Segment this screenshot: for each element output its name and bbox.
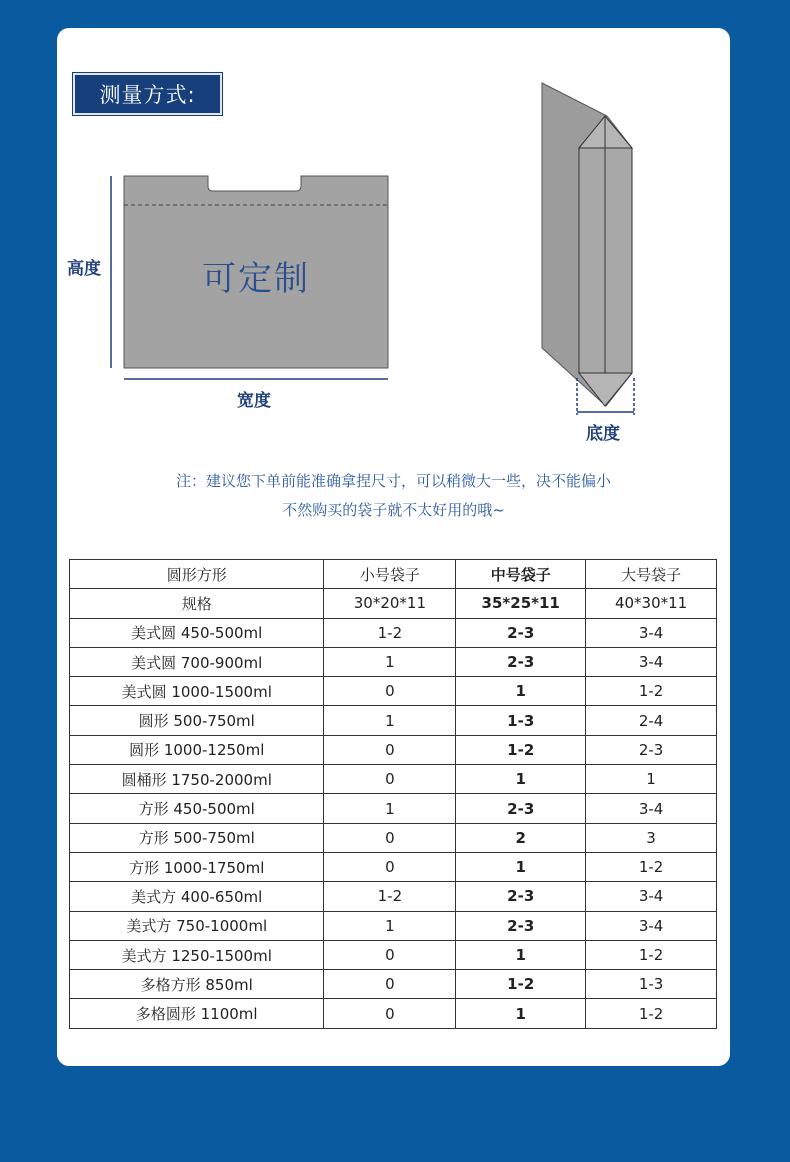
table-cell: 1-3	[586, 970, 717, 999]
table-cell: 1	[324, 794, 456, 823]
table-cell: 中号袋子	[456, 560, 586, 589]
table-cell: 1	[456, 677, 586, 706]
table-cell: 圆形 1000-1250ml	[70, 735, 324, 764]
table-cell: 2	[456, 823, 586, 852]
table-cell: 多格圆形 1100ml	[70, 999, 324, 1028]
table-cell: 0	[324, 852, 456, 881]
table-cell: 大号袋子	[586, 560, 717, 589]
table-cell: 1-2	[324, 882, 456, 911]
table-row	[70, 647, 717, 676]
bag-bottom-gusset	[579, 373, 632, 406]
table-row	[70, 999, 717, 1028]
table-cell: 圆形 500-750ml	[70, 706, 324, 735]
table-cell: 35*25*11	[456, 589, 586, 618]
table-cell: 圆形方形	[70, 560, 324, 589]
table-cell: 2-3	[456, 911, 586, 940]
table-row	[70, 940, 717, 969]
table-cell: 美式方 400-650ml	[70, 882, 324, 911]
table-row	[70, 794, 717, 823]
table-cell: 2-4	[586, 706, 717, 735]
table-cell: 1	[456, 940, 586, 969]
table-cell: 3-4	[586, 618, 717, 647]
table-cell: 0	[324, 765, 456, 794]
table-cell: 规格	[70, 589, 324, 618]
size-table	[69, 559, 717, 1029]
table-cell: 1-2	[456, 735, 586, 764]
table-cell: 0	[324, 940, 456, 969]
measurement-diagram	[57, 28, 730, 448]
table-cell: 1-2	[586, 999, 717, 1028]
table-header-row	[70, 560, 717, 589]
section-title: 测量方式:	[73, 73, 222, 115]
table-cell: 30*20*11	[324, 589, 456, 618]
table-cell: 1	[456, 999, 586, 1028]
table-row	[70, 618, 717, 647]
bottom-label: 底度	[586, 424, 620, 444]
table-cell: 1	[456, 765, 586, 794]
table-cell: 1-2	[586, 852, 717, 881]
table-cell: 美式圆 450-500ml	[70, 618, 324, 647]
table-cell: 3-4	[586, 794, 717, 823]
table-cell: 1-3	[456, 706, 586, 735]
content-card	[57, 28, 730, 1066]
table-cell: 0	[324, 823, 456, 852]
table-cell: 2-3	[586, 735, 717, 764]
table-cell: 0	[324, 735, 456, 764]
height-label: 高度	[67, 259, 101, 279]
table-cell: 1	[586, 765, 717, 794]
customizable-label: 可定制	[202, 259, 310, 299]
table-cell: 1	[324, 706, 456, 735]
table-cell: 40*30*11	[586, 589, 717, 618]
table-row	[70, 735, 717, 764]
table-row	[70, 882, 717, 911]
table-cell: 2-3	[456, 882, 586, 911]
table-cell: 0	[324, 677, 456, 706]
table-cell: 1-2	[586, 677, 717, 706]
table-cell: 美式方 750-1000ml	[70, 911, 324, 940]
note-line-2: 不然购买的袋子就不太好用的哦~	[282, 501, 505, 519]
table-row	[70, 852, 717, 881]
table-row	[70, 765, 717, 794]
table-cell: 美式圆 1000-1500ml	[70, 677, 324, 706]
width-label: 宽度	[237, 391, 271, 411]
table-cell: 1	[324, 911, 456, 940]
note-line-1: 注：建议您下单前能准确拿捏尺寸，可以稍微大一些，决不能偏小	[175, 472, 611, 490]
table-row	[70, 706, 717, 735]
table-cell: 2-3	[456, 647, 586, 676]
table-cell: 2-3	[456, 618, 586, 647]
table-cell: 0	[324, 999, 456, 1028]
table-cell: 方形 500-750ml	[70, 823, 324, 852]
table-row	[70, 970, 717, 999]
table-cell: 0	[324, 970, 456, 999]
table-cell: 1-2	[456, 970, 586, 999]
table-cell: 圆桶形 1750-2000ml	[70, 765, 324, 794]
table-cell: 3-4	[586, 647, 717, 676]
table-cell: 3-4	[586, 882, 717, 911]
table-cell: 小号袋子	[324, 560, 456, 589]
table-cell: 3	[586, 823, 717, 852]
table-spec-row	[70, 589, 717, 618]
table-cell: 1-2	[586, 940, 717, 969]
table-cell: 1	[324, 647, 456, 676]
table-cell: 1-2	[324, 618, 456, 647]
table-cell: 方形 1000-1750ml	[70, 852, 324, 881]
table-row	[70, 823, 717, 852]
table-row	[70, 677, 717, 706]
table-cell: 多格方形 850ml	[70, 970, 324, 999]
table-cell: 3-4	[586, 911, 717, 940]
table-cell: 1	[456, 852, 586, 881]
table-cell: 美式圆 700-900ml	[70, 647, 324, 676]
table-cell: 方形 450-500ml	[70, 794, 324, 823]
table-cell: 2-3	[456, 794, 586, 823]
table-cell: 美式方 1250-1500ml	[70, 940, 324, 969]
table-row	[70, 911, 717, 940]
